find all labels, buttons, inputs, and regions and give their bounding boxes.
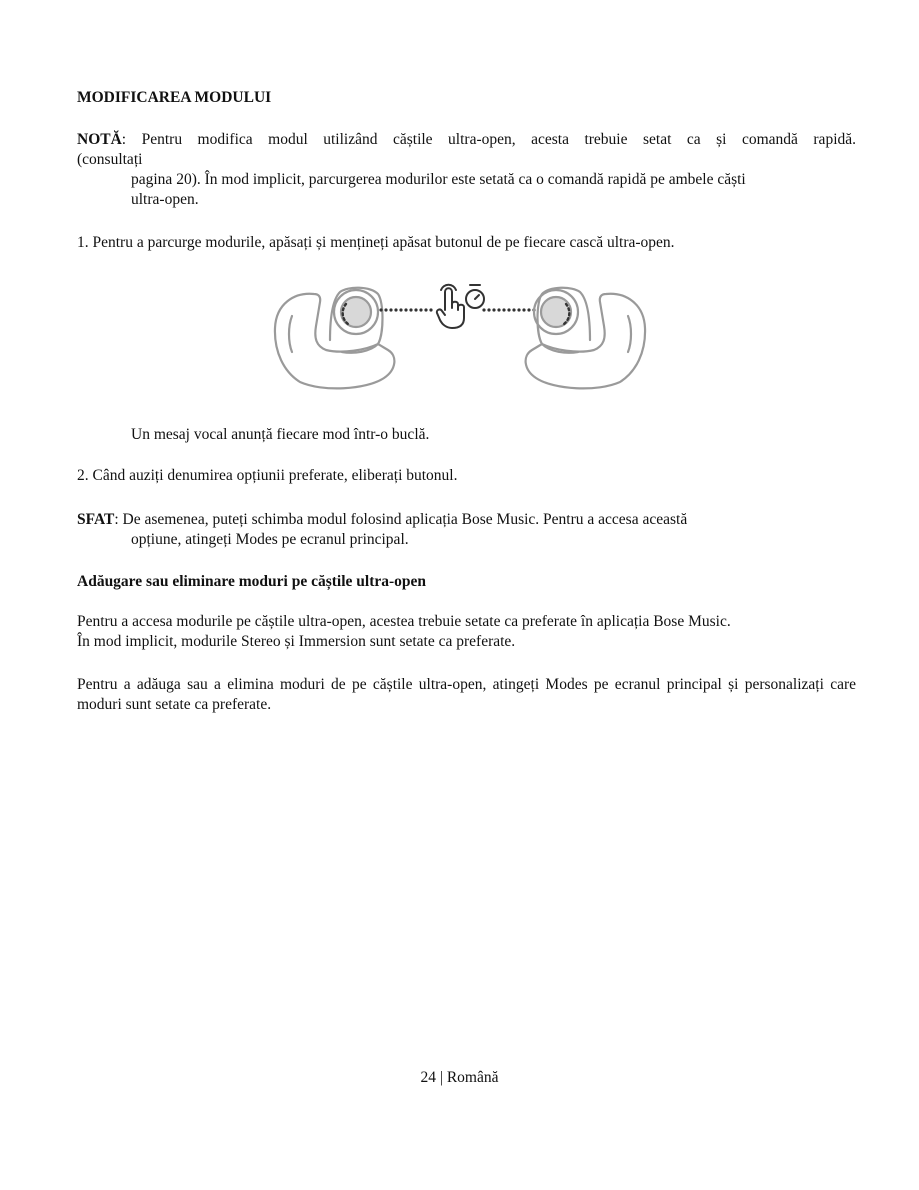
finger-press-icon [437,285,464,328]
paragraph-add-remove: Pentru a adăuga sau a elimina moduri de pe căștile ultra-open, atingeți Modes pe ecranul principal și personalizați care moduri sunt setate ca preferate. [77,676,856,713]
left-earbud-icon [275,288,394,389]
step-1-text: 1. Pentru a parcurge modurile, apăsați și mențineți apăsat butonul de pe fiecare cască ultra-open. [77,234,675,251]
note-line-2: (consultați [77,151,143,168]
note-indent-line-1: pagina 20). În mod implicit, parcurgerea modurilor este setată ca o comandă rapidă pe ambele căști [131,171,746,188]
note-line-1 [77,130,856,150]
press-dotted-line-left [379,308,432,311]
press-dotted-line-right [482,308,535,311]
note-indented-text [131,170,856,210]
subsection-heading: Adăugare sau eliminare moduri pe căștile ultra-open [77,573,427,590]
section-heading: MODIFICAREA MODULUI [77,89,272,106]
tip-label: SFAT [77,511,115,528]
page-footer: 24 | Română [420,1069,499,1086]
tip-text-1: : De asemenea, puteți schimba modul folosind aplicația Bose Music. Pentru a accesa această [114,511,688,528]
paragraph-favorites-line-1: Pentru a accesa modurile pe căștile ultra-open, acestea trebuie setate ca preferate în aplicația Bose Music. [77,613,731,630]
paragraph-favorites-line-2: În mod implicit, modurile Stereo și Immersion sunt setate ca preferate. [77,633,516,650]
right-earbud-icon [526,288,645,389]
note-label: NOTĂ [77,131,122,148]
timer-icon [466,285,484,308]
tip-line-1 [77,510,856,530]
earbuds-press-hold-illustration [270,280,650,392]
step-2-text: 2. Când auziți denumirea opțiunii preferate, eliberați butonul. [77,467,458,484]
paragraph-favorites [77,612,856,652]
note-text-1: : Pentru modifica modul utilizând căștile ultra-open, acesta trebuie setat ca și comandă rapidă. [121,131,856,148]
step-1-message: Un mesaj vocal anunță fiecare mod într-o buclă. [131,426,430,443]
tip-indented-text: opțiune, atingeți Modes pe ecranul principal. [131,531,409,548]
note-indent-line-2: ultra-open. [131,191,199,208]
